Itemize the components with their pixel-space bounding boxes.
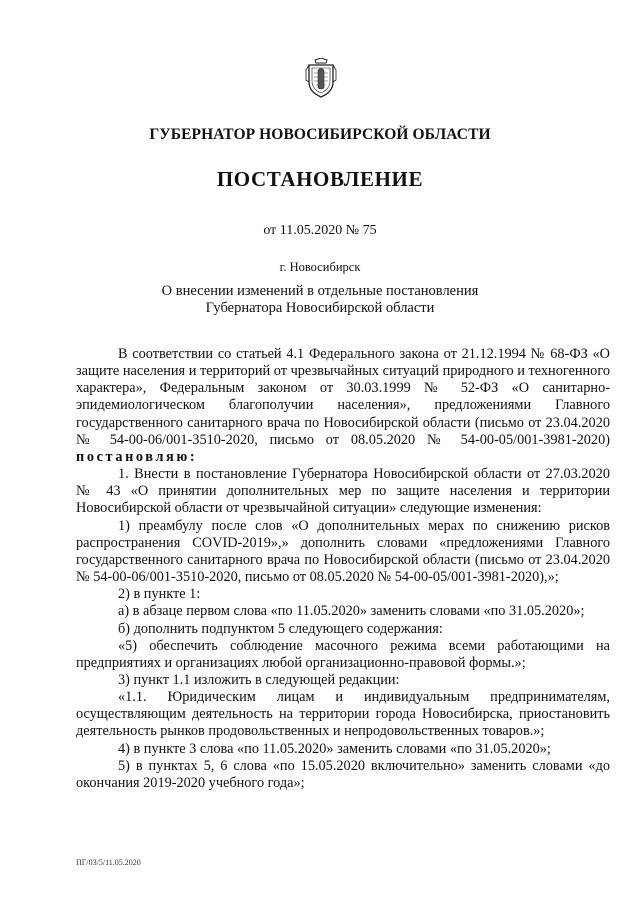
paragraph-8: «1.1. Юридическим лицам и индивидуальным предпринимателям, осуществляющим деятельность на территории города Новосибирска, приостановить деятельность рынков продовольственных и непродовольственных товаров.»; bbox=[76, 689, 610, 740]
paragraph-6: «5) обеспечить соблюдение масочного режима всеми работающими на предприятиях и организациях любой организационно-правовой формы.»; bbox=[76, 637, 610, 671]
document-date-number: от 11.05.2020 № 75 bbox=[263, 223, 377, 238]
intro-paragraph bbox=[76, 346, 610, 466]
document-body bbox=[76, 346, 610, 792]
document-subject bbox=[0, 283, 640, 317]
coat-of-arms-icon bbox=[305, 58, 337, 98]
paragraph-3: 2) в пункте 1: bbox=[118, 586, 201, 603]
decree-word: постановляю: bbox=[76, 448, 198, 465]
paragraph-2: 1) преамбулу после слов «О дополнительных мерах по снижению рисков распространения COVID-2019»,» дополнить словами «предложениями Главного государственного санитарного врача по Новосибирской области (письмо от 23.04.2020 № 54-00-06/001-3510-2020, письмо от 08.05.2020 № 54-00-05/001-3981-2020),»; bbox=[76, 517, 610, 586]
subject-line-2: Губернатора Новосибирской области bbox=[205, 300, 435, 316]
paragraph-1: 1. Внести в постановление Губернатора Новосибирской области от 27.03.2020 № 43 «О принятии дополнительных мер по защите населения и территории Новосибирской области от чрезвычайной ситуации» следующие изменения: bbox=[76, 466, 610, 517]
footer-code: ПГ/03/5/11.05.2020 bbox=[76, 858, 141, 867]
paragraph-7: 3) пункт 1.1 изложить в следующей редакции: bbox=[118, 671, 400, 688]
intro-text: В соответствии со статьей 4.1 Федерального закона от 21.12.1994 № 68-ФЗ «О защите населения и территорий от чрезвычайных ситуаций природного и техногенного характера», Федеральным законом от 30.03.1999 № 52-ФЗ «О санитарно-эпидемиологическом благополучии населения», предложениями Главного государственного санитарного врача по Новосибирской области (письмо от 23.04.2020 № 54-00-06/001-3510-2020, письмо от 08.05.2020 № 54-00-05/001-3981-2020) bbox=[76, 346, 610, 448]
document-type-title: ПОСТАНОВЛЕНИЕ bbox=[216, 167, 424, 191]
document-city: г. Новосибирск bbox=[279, 260, 361, 274]
paragraph-10: 5) в пунктах 5, 6 слова «по 15.05.2020 включительно» заменить словами «до окончания 2019-2020 учебного года»; bbox=[76, 757, 610, 791]
paragraph-4: а) в абзаце первом слова «по 11.05.2020» заменить словами «по 31.05.2020»; bbox=[118, 603, 585, 620]
paragraph-9: 4) в пункте 3 слова «по 11.05.2020» заменить словами «по 31.05.2020»; bbox=[118, 740, 551, 757]
issuing-authority: ГУБЕРНАТОР НОВОСИБИРСКОЙ ОБЛАСТИ bbox=[149, 126, 491, 143]
subject-line-1: О внесении изменений в отдельные постановления bbox=[161, 283, 479, 299]
paragraph-5: б) дополнить подпунктом 5 следующего содержания: bbox=[118, 620, 443, 637]
